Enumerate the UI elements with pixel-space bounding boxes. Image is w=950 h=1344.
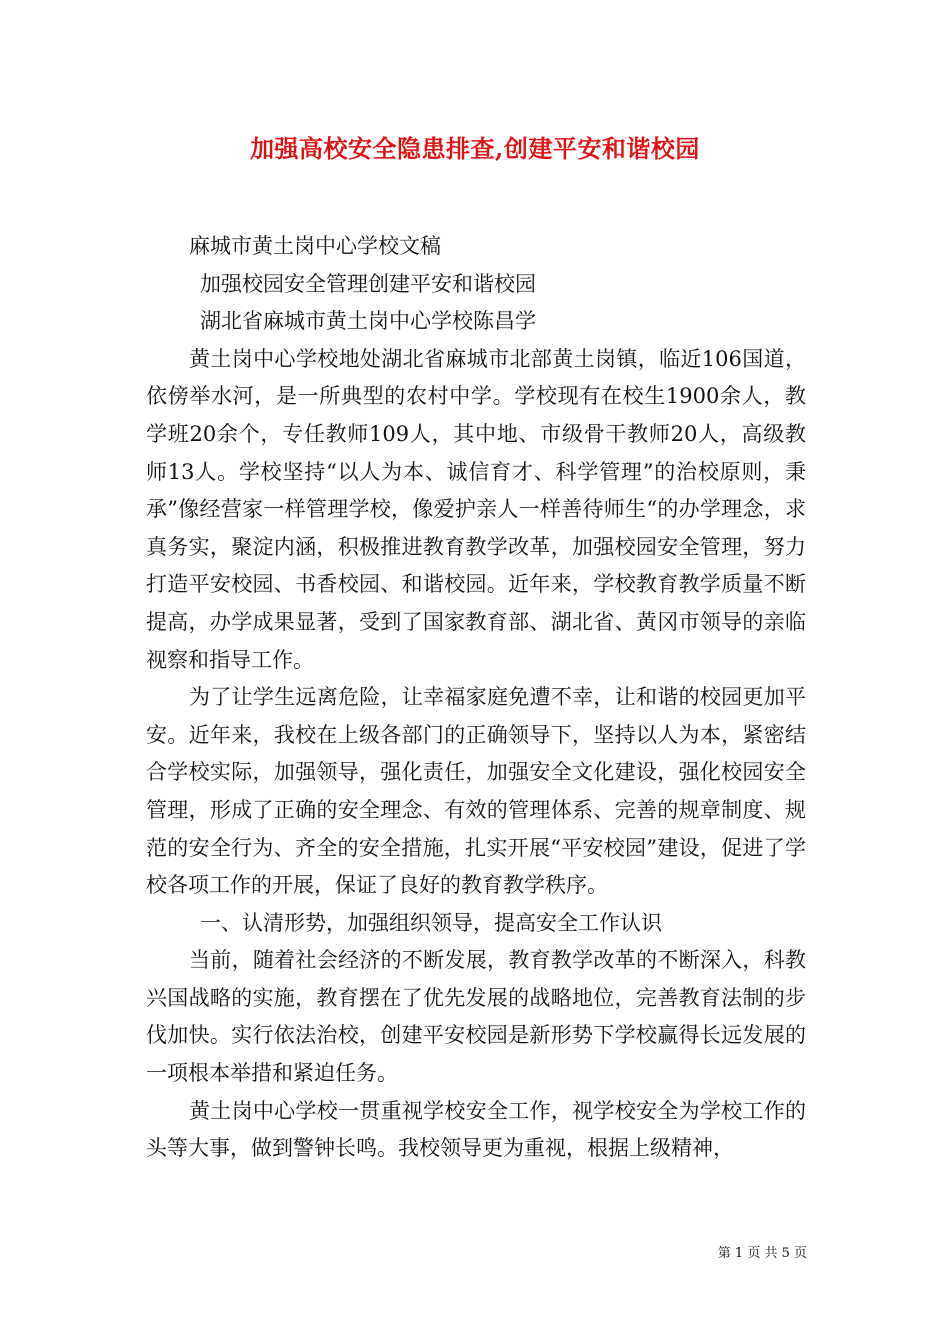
paragraph-3: 当前，随着社会经济的不断发展，教育教学改革的不断深入，科教兴国战略的实施，教育摆在了优先发展的战略地位，完善教育法制的步伐加快。实行依法治校，创建平安校园是新形势下学校赢得长远发展的一项根本举措和紧迫任务。	[146, 948, 806, 1086]
section-1-heading: 一、认清形势，加强组织领导，提高安全工作认识	[200, 910, 662, 935]
document-body	[146, 228, 806, 1168]
paragraph-4: 黄土岗中心学校一贯重视学校安全工作，视学校安全为学校工作的头等大事，做到警钟长鸣。我校领导更为重视，根据上级精神，	[146, 1098, 806, 1161]
document-subtitle: 加强校园安全管理创建平安和谐校园	[200, 271, 536, 296]
page-indicator: 第 1 页 共 5 页	[717, 1246, 807, 1261]
paragraph-1: 黄土岗中心学校地处湖北省麻城市北部黄土岗镇，临近106国道，依傍举水河，是一所典型的农村中学。学校现有在校生1900余人，教学班20余个，专任教师109人，其中地、市级骨干教师20人，高级教师13人。学校坚持“以人为本、诚信育才、科学管理”的治校原则，秉承”像经营家一样管理学校，像爱护亲人一样善待师生“的办学理念，求真务实，聚淀内涵，积极推进教育教学改革，加强校园安全管理，努力打造平安校园、书香校园、和谐校园。近年来，学校教育教学质量不断提高，办学成果显著，受到了国家教育部、湖北省、黄冈市领导的亲临视察和指导工作。	[146, 346, 806, 672]
document-title: 加强高校安全隐患排查,创建平安和谐校园	[250, 134, 700, 163]
paragraph-2: 为了让学生远离危险，让幸福家庭免遭不幸，让和谐的校园更加平安。近年来，我校在上级各部门的正确领导下，坚持以人为本，紧密结合学校实际，加强领导，强化责任，加强安全文化建设，强化校园安全管理，形成了正确的安全理念、有效的管理体系、完善的规章制度、规范的安全行为、齐全的安全措施，扎实开展“平安校园”建设，促进了学校各项工作的开展，保证了良好的教育教学秩序。	[146, 685, 806, 898]
byline-source: 麻城市黄土岗中心学校文稿	[189, 234, 441, 258]
document-author: 湖北省麻城市黄土岗中心学校陈昌学	[200, 309, 536, 334]
